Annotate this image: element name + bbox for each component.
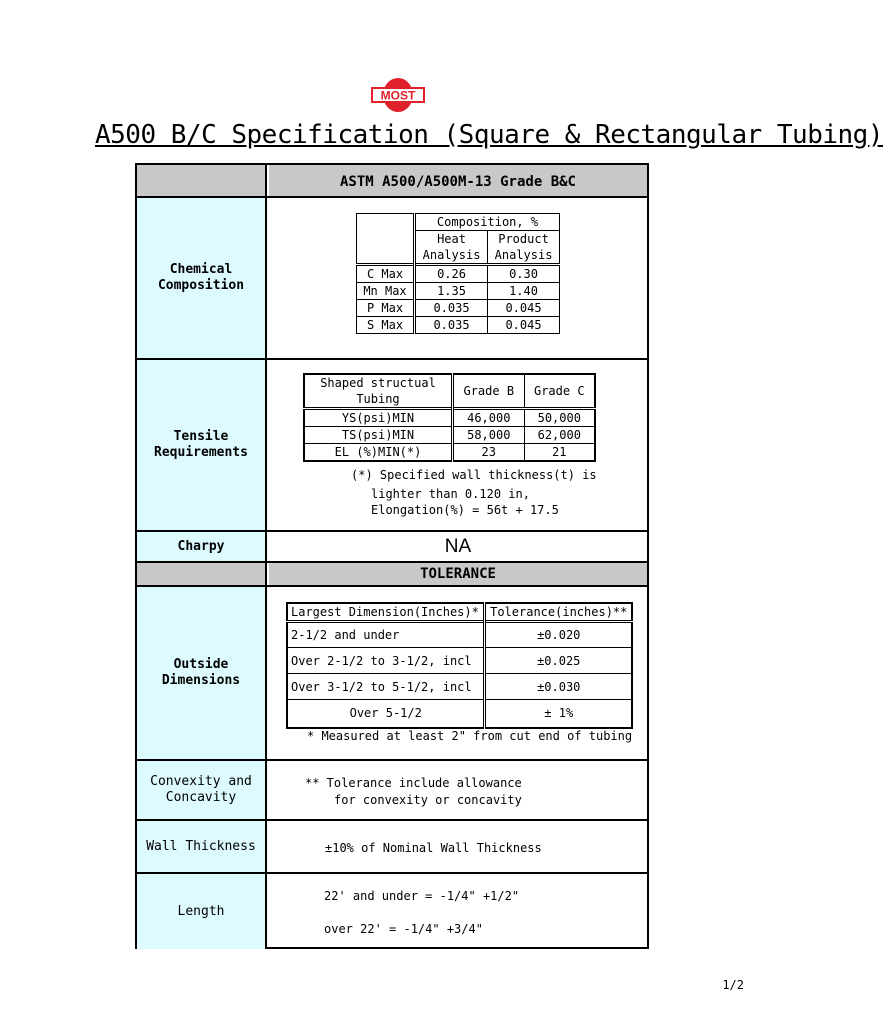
table-row: 2-1/2 and under ±0.020 — [287, 622, 632, 648]
length-line-1: 22' and under = -1/4" +1/2" — [324, 889, 520, 903]
company-logo — [370, 76, 426, 114]
tolerance-header: TOLERANCE — [269, 563, 647, 585]
header-left-cell — [137, 165, 267, 198]
table-row: Mn Max 1.35 1.40 — [357, 283, 560, 300]
page-number: 1/2 — [722, 978, 744, 992]
tensile-note-1: (*) Specified wall thickness(t) is — [351, 468, 597, 482]
length-line-2: over 22' = -1/4" +3/4" — [324, 922, 483, 936]
outside-note: * Measured at least 2" from cut end of tubing — [307, 729, 633, 743]
tolerance-left-cell — [137, 563, 267, 585]
tensile-note-2: lighter than 0.120 in, — [371, 487, 530, 501]
table-row: C Max 0.26 0.30 — [357, 265, 560, 283]
page-title: A500 B/C Specification (Square & Rectangular Tubing) — [95, 120, 883, 150]
logo-text: MOST — [380, 88, 416, 103]
wall-value: ±10% of Nominal Wall Thickness — [325, 841, 542, 855]
convexity-note-2: for convexity or concavity — [334, 793, 522, 807]
composition-header: Composition, % — [415, 214, 560, 231]
charpy-value: NA — [444, 535, 472, 557]
length-label: Length — [137, 874, 267, 949]
table-row: Over 3-1/2 to 5-1/2, incl ±0.030 — [287, 674, 632, 700]
wall-label: Wall Thickness — [137, 821, 267, 872]
table-row: EL (%)MIN(*) 23 21 — [304, 444, 595, 462]
outside-label: Outside Dimensions — [137, 587, 267, 759]
table-row: Over 5-1/2 ± 1% — [287, 700, 632, 728]
convexity-label: Convexity and Concavity — [137, 761, 267, 819]
convexity-note-1: ** Tolerance include allowance — [305, 776, 522, 790]
table-row: YS(psi)MIN 46,000 50,000 — [304, 409, 595, 427]
table-row: P Max 0.035 0.045 — [357, 300, 560, 317]
charpy-label: Charpy — [137, 532, 267, 561]
tensile-label: Tensile Requirements — [137, 360, 267, 530]
spec-table — [135, 163, 649, 949]
table-row: Over 2-1/2 to 3-1/2, incl ±0.025 — [287, 648, 632, 674]
table-row: S Max 0.035 0.045 — [357, 317, 560, 334]
outside-table: Largest Dimension(Inches)* Tolerance(inches)** 2-1/2 and under ±0.020 Over 2-1/2 to 3-1/2, incl ±0.025 Over 3-1/2 to 5-1/2, incl ±0.030 Over 5-1/2 ± 1% — [286, 602, 633, 729]
tensile-table: Shaped structual Tubing Grade B Grade C YS(psi)MIN 46,000 50,000 TS(psi)MIN 58,000 62,000 EL (%)MIN(*) 23 21 — [303, 373, 596, 462]
standard-header: ASTM A500/A500M-13 Grade B&C — [269, 165, 647, 198]
composition-table: Composition, % Heat Analysis Product Analysis C Max 0.26 0.30 Mn Max 1.35 1.40 P Max 0.035 0.045 S Max 0.035 0.045 — [356, 213, 560, 334]
tensile-note-3: Elongation(%) = 56t + 17.5 — [371, 503, 559, 517]
chemical-label: Chemical Composition — [137, 198, 267, 358]
table-row: TS(psi)MIN 58,000 62,000 — [304, 427, 595, 444]
